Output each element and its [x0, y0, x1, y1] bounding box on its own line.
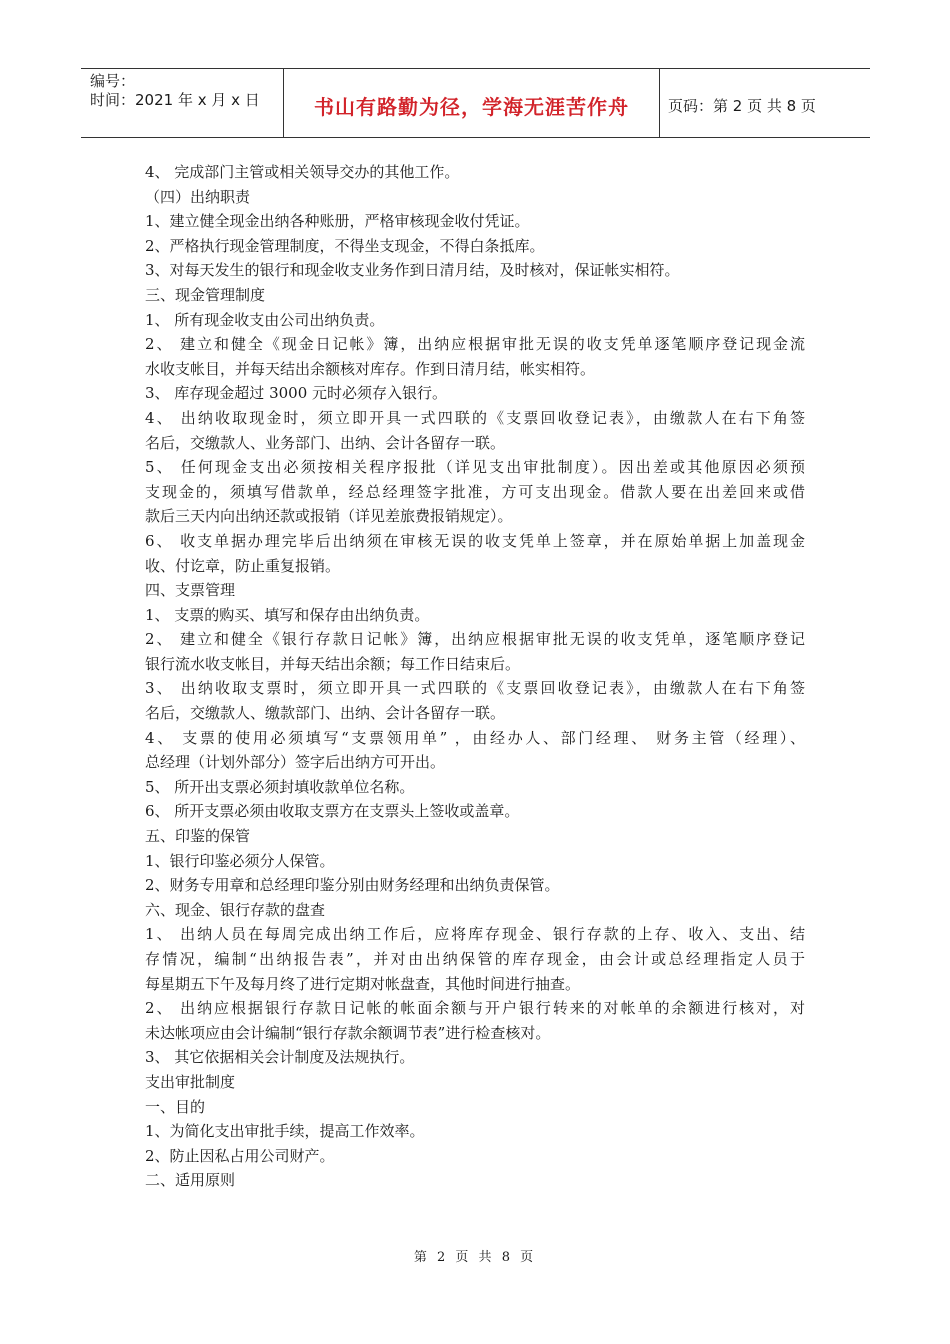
- body-line: 4、 完成部门主管或相关领导交办的其他工作。: [145, 163, 460, 181]
- body-line: 2、财务专用章和总经理印鉴分别由财务经理和出纳负责保管。: [145, 876, 560, 895]
- body-line: 一、目的: [145, 1097, 206, 1116]
- body-line: 2、 建立和健全《现金日记帐》簿，出纳应根据审批无误的收支凭单逐笔顺序登记现金流: [145, 335, 805, 354]
- body-line: 4、 支票的使用必须填写“支票领用单” ，由经办人、部门经理、 财务主管（经理）、: [145, 728, 805, 747]
- body-line: 3、 出纳收取支票时，须立即开具一式四联的《支票回收登记表》，由缴款人在右下角签: [145, 679, 805, 698]
- body-line: 二、适用原则: [145, 1171, 236, 1190]
- body-line: 1、 所有现金收支由公司出纳负责。: [145, 310, 385, 329]
- header-meta-cell: [81, 69, 284, 137]
- body-line: 五、印鉴的保管: [145, 827, 251, 846]
- body-line: 名后，交缴款人、缴款部门、出纳、会计各留存一联。: [145, 704, 506, 723]
- header-page-number: 页码：第 2 页 共 8 页: [668, 97, 816, 115]
- body-line: 水收支帐目，并每天结出余额核对库存。作到日清月结，帐实相符。: [145, 359, 596, 378]
- page-footer: 第 2 页 共 8 页: [413, 1250, 537, 1265]
- body-line: 1、 出纳人员在每周完成出纳工作后，应将库存现金、银行存款的上存、收入、支出、结: [145, 925, 805, 944]
- body-line: （四）出纳职责: [145, 187, 251, 206]
- body-line: 支出审批制度: [145, 1072, 236, 1091]
- body-line: 未达帐项应由会计编制“银行存款余额调节表”进行检查核对。: [145, 1023, 551, 1042]
- body-line: 四、支票管理: [145, 581, 236, 600]
- header-page-cell: [660, 69, 870, 137]
- body-line: 支现金的，须填写借款单，经总经理签字批准，方可支出现金。借款人要在出差回来或借: [145, 482, 805, 501]
- body-line: 收、付讫章，防止重复报销。: [145, 556, 341, 575]
- body-line: 三、现金管理制度: [145, 285, 266, 304]
- body-line: 3、 其它依据相关会计制度及法规执行。: [145, 1048, 415, 1067]
- body-line: 5、 所开出支票必须封填收款单位名称。: [145, 777, 415, 796]
- body-line: 2、 建立和健全《银行存款日记帐》簿，出纳应根据审批无误的收支凭单，逐笔顺序登记: [145, 630, 805, 649]
- body-line: 1、为简化支出审批手续，提高工作效率。: [145, 1122, 425, 1141]
- body-line: 银行流水收支帐目，并每天结出余额；每工作日结束后。: [145, 654, 521, 673]
- body-line: 5、 任何现金支出必须按相关程序报批（详见支出审批制度）。因出差或其他原因必须预: [145, 458, 805, 477]
- document-body: [145, 160, 805, 1193]
- body-line: 1、 支票的购买、填写和保存由出纳负责。: [145, 605, 430, 624]
- body-line: 2、 出纳应根据银行存款日记帐的帐面余额与开户银行转来的对帐单的余额进行核对，对: [145, 999, 805, 1018]
- body-line: 六、现金、银行存款的盘查: [145, 900, 326, 919]
- body-line: 6、 所开支票必须由收取支票方在支票头上签收或盖章。: [145, 802, 520, 821]
- body-line: 6、 收支单据办理完毕后出纳须在审核无误的收支凭单上签章，并在原始单据上加盖现金: [145, 531, 805, 550]
- body-line: 款后三天内向出纳还款或报销（详见差旅费报销规定）。: [145, 507, 513, 526]
- body-line: 存情况，编制“出纳报告表”，并对由出纳保管的库存现金，由会计或总经理指定人员于: [145, 950, 805, 968]
- body-line: 名后，交缴款人、业务部门、出纳、会计各留存一联。: [145, 433, 506, 452]
- body-line: 3、对每天发生的银行和现金收支业务作到日清月结，及时核对，保证帐实相符。: [145, 261, 680, 280]
- body-line: 1、银行印鉴必须分人保管。: [145, 851, 335, 870]
- body-line: 2、防止因私占用公司财产。: [145, 1146, 335, 1165]
- header-motto-cell: [284, 69, 660, 137]
- page-header: [81, 68, 870, 138]
- document-date-label: 时间：2021 年 x 月 x 日: [90, 91, 260, 109]
- body-line: 3、 库存现金超过 3000 元时必须存入银行。: [145, 384, 448, 403]
- body-line: 2、严格执行现金管理制度，不得坐支现金，不得白条抵库。: [145, 236, 545, 255]
- body-line: 1、建立健全现金出纳各种账册，严格审核现金收付凭证。: [145, 212, 530, 231]
- body-line: 每星期五下午及每月终了进行定期对帐盘查，其他时间进行抽查。: [145, 974, 581, 993]
- header-motto: 书山有路勤为径，学海无涯苦作舟: [314, 95, 629, 119]
- body-line: 总经理（计划外部分）签字后出纳方可开出。: [145, 753, 446, 772]
- body-line: 4、 出纳收取现金时，须立即开具一式四联的《支票回收登记表》，由缴款人在右下角签: [145, 408, 805, 427]
- document-number-label: 编号：: [90, 72, 136, 90]
